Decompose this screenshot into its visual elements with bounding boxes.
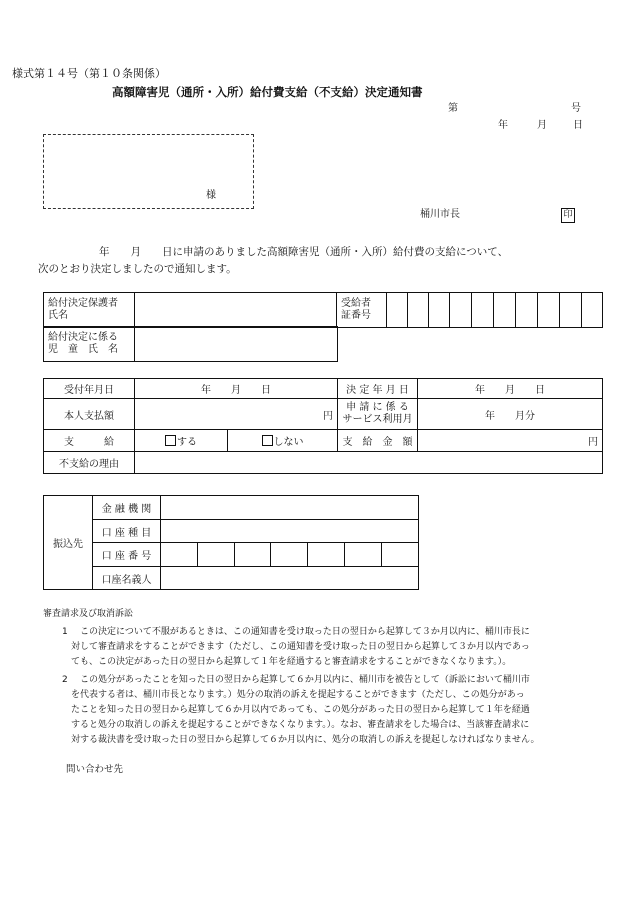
certificate-digit-cell[interactable] — [387, 293, 408, 328]
child-name-field[interactable] — [135, 327, 338, 362]
bank-field[interactable] — [161, 496, 419, 520]
account-digit-cell[interactable] — [271, 543, 308, 567]
intro-line-2: 次のとおり決定しましたので通知します。 — [38, 263, 237, 275]
account-number-label: 口 座 番 号 — [93, 543, 161, 567]
date-day: 日 — [573, 120, 583, 131]
payment-label: 支 給 — [44, 430, 135, 452]
reason-field[interactable] — [135, 452, 603, 474]
decision-date-label: 決 定 年 月 日 — [338, 379, 418, 399]
note-2-line: この処分があったことを知った日の翌日から起算して６か月以内に、桶川市を被告として（訴訟において桶川市 — [80, 675, 530, 685]
addressee-box — [43, 134, 254, 209]
certificate-digit-cell[interactable] — [408, 293, 429, 328]
note-2-line: すると処分の取消しの訴えを提起することができなくなります。）。なお、審査請求をした場合は、当該審査請求に — [71, 720, 530, 730]
account-digit-cell[interactable] — [308, 543, 345, 567]
child-name-label: 給付決定に係る 児 童 氏 名 — [44, 327, 135, 362]
account-digit-cell[interactable] — [345, 543, 382, 567]
note-1-number: 1 — [62, 627, 68, 637]
certificate-digit-cell[interactable] — [429, 293, 450, 328]
document-title: 高額障害児（通所・入所）給付費支給（不支給）決定通知書 — [112, 85, 423, 99]
account-digit-cell[interactable] — [235, 543, 271, 567]
transfer-table — [43, 495, 419, 590]
account-digit-cell[interactable] — [198, 543, 235, 567]
certificate-number-label: 受給者 証番号 — [337, 293, 387, 328]
yen-unit: 円 — [323, 410, 333, 422]
account-digit-cell[interactable] — [382, 543, 419, 567]
receipt-date-label: 受付年月日 — [44, 379, 135, 399]
yen-unit: 円 — [588, 437, 598, 448]
self-pay-label: 本人支払額 — [44, 399, 135, 430]
certificate-digit-cell[interactable] — [472, 293, 494, 328]
note-1-line: この決定について不服があるときは、この通知書を受け取った日の翌日から起算して３か月以内に、桶川市長に — [80, 627, 530, 637]
form-number: 様式第１４号（第１０条関係） — [12, 67, 166, 80]
certificate-digit-cell[interactable] — [560, 293, 582, 328]
note-1-line: ても、この決定があった日の翌日から起算して１年を経過すると審査請求をすることができなくなります。）。 — [71, 657, 512, 667]
note-2-line: を代表する者は、桶川市長となります。）処分の取消の訴えを提起することができます（ただし、この処分があっ — [71, 690, 525, 700]
receipt-date-field[interactable]: 年 月 日 — [135, 379, 338, 399]
option-no[interactable]: しない — [228, 430, 338, 452]
account-holder-label: 口座名義人 — [93, 567, 161, 590]
recipient-table — [43, 292, 603, 328]
transfer-label: 振込先 — [44, 496, 93, 590]
account-holder-field[interactable] — [161, 567, 419, 590]
service-month-label: 申 請 に 係 る サービス利用月 — [338, 399, 418, 430]
self-pay-field[interactable] — [135, 399, 338, 430]
note-2-line: たことを知った日の翌日から起算して６か月以内であっても、この処分があった日の翌日から起算して１年を経過 — [71, 705, 530, 715]
note-1-line: 対して審査請求をすることができます（ただし、この通知書を受け取った日の翌日から起算して３か月以内であっ — [71, 642, 530, 652]
checkbox-no[interactable] — [262, 435, 273, 446]
reason-label: 不支給の理由 — [44, 452, 135, 474]
service-month-field[interactable]: 年 月分 — [418, 399, 603, 430]
certificate-digit-cell[interactable] — [582, 293, 603, 328]
account-type-field[interactable] — [161, 520, 419, 543]
addressee-suffix: 様 — [206, 190, 216, 201]
certificate-digit-cell[interactable] — [450, 293, 472, 328]
certificate-digit-cell[interactable] — [538, 293, 560, 328]
bank-label: 金 融 機 関 — [93, 496, 161, 520]
note-2-number: 2 — [62, 675, 68, 685]
payment-amount-label: 支 給 金 額 — [338, 430, 418, 452]
option-yes[interactable]: する — [135, 430, 228, 452]
account-type-label: 口 座 種 目 — [93, 520, 161, 543]
issuer-name: 桶川市長 — [420, 209, 460, 220]
doc-no-suffix: 号 — [571, 103, 581, 114]
payment-amount-field[interactable] — [418, 430, 603, 452]
child-name-table — [43, 326, 338, 362]
certificate-digit-cell[interactable] — [516, 293, 538, 328]
doc-no-prefix: 第 — [448, 103, 458, 114]
certificate-digit-cell[interactable] — [494, 293, 516, 328]
note-2-line: 対する裁決書を受け取った日の翌日から起算して６か月以内に、処分の取消しの訴えを提起しなければなりません。 — [71, 735, 540, 745]
seal-mark: 印 — [561, 208, 575, 223]
guardian-name-field[interactable] — [135, 293, 337, 328]
account-digit-cell[interactable] — [161, 543, 198, 567]
checkbox-yes[interactable] — [165, 435, 176, 446]
guardian-name-label: 給付決定保護者 氏名 — [44, 293, 135, 328]
decision-date-field[interactable]: 年 月 日 — [418, 379, 603, 399]
intro-line-1: 年 月 日に申請のありました高額障害児（通所・入所）給付費の支給について、 — [99, 246, 509, 258]
date-year: 年 — [498, 120, 508, 131]
date-month: 月 — [537, 120, 547, 131]
decision-table — [43, 378, 603, 474]
contact-label: 問い合わせ先 — [66, 764, 124, 775]
notes-heading: 審査請求及び取消訴訟 — [43, 609, 134, 619]
